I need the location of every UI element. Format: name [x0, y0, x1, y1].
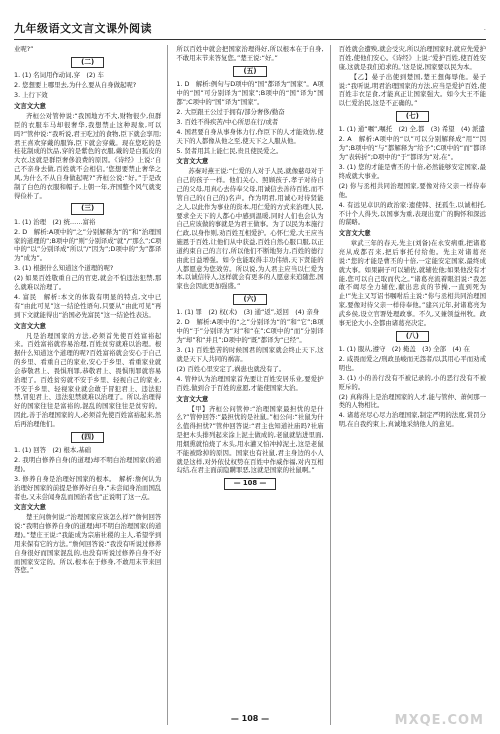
section-label: (二): [71, 57, 104, 68]
section-heading: [14, 57, 161, 68]
subheading: 文言文大意: [176, 394, 209, 403]
answer-item: 4. 诸葛亮尽心尽力治理国家,制定严明的法度,赏罚分明,在自我约束上,真诚地采纳他人的意见。: [338, 411, 486, 429]
column-middle: [176, 45, 330, 725]
answer-item: 1. D 解析:例句与D项中的“国”都译为“国家”。A项中的“国”可分别译为“国家”;B项中的“国”译为“国都”;C项中的“国”译为“国家”。: [176, 80, 324, 106]
answer-item: 3. (1) 百姓愁苦的时候国君的国家就会终止天下,这就是天下人共同的祸害。: [176, 346, 324, 363]
section-label: (八): [396, 331, 429, 342]
section-label: — 108 —: [224, 478, 277, 489]
subheading: 文言文大意: [176, 157, 209, 166]
answer-item: (2) 真称得上是治理国家的人才,能与管仲、萧何那一类的人物相比。: [338, 392, 486, 410]
passage-text: 楚王问詹何说:“治理国家应该怎么样?”詹何回答说:“我明白修养自身(的道理)却不明白治理国家(的道理)。”楚庄王说:“我能成为宗庙社稷的主人,希望学到用来保有它的方法。”詹何回答说:“我没有听说过修养自身很好而国家混乱的,也没有听说过修养自身不好而国家安定的。所以,根本在于修身,不敢用末节来回答您。”: [14, 513, 162, 575]
answer-item: 5. 贤者用其上能仁民,贵且使民爱之。: [176, 146, 283, 155]
subheading: 文言文大意: [14, 102, 46, 111]
subheading: 文言文大意: [14, 321, 46, 330]
section-heading: [14, 432, 161, 443]
answer-item: 1. (1) 治理 (2) 统……富裕: [14, 217, 96, 226]
answer-item: 1. (1) 通“嘱”,嘱托 (2) 全,都 (3) 希望 (4) 派遣: [338, 125, 485, 134]
answer-item: 3. (1) 根据什么知道这个道理的呢?: [14, 264, 114, 273]
section-label: (四): [71, 432, 104, 443]
section-label: (五): [233, 66, 266, 77]
subheading: 文言文大意: [338, 229, 371, 238]
answer-item: 3. 百姓不得疾苦/中心所思在行/或者: [176, 117, 279, 126]
answer-item: 所以百姓中就会把国家治理得好,所以根本在于自身,不敢用末节来答复您。”楚王说:“好。”: [176, 45, 324, 62]
passage-text: 章武三年的春天,先主(刘备)在永安病重,把诸葛亮从成都召来,把后事托付给他。先主对诸葛亮说:“您的才能是曹丕的十倍,一定能安定国家,最终成就大事。如果嗣子可以辅佐,就辅佐他;如果他没有才能,您可以自己取而代之。”诸葛亮流着眼泪说:“我怎敢不竭尽全力辅佐,献出忠贞的节操,一直到死为止!”先主又写诏书嘱咐后主说:“你与丞相共同治理国家,要像对待父亲一样侍奉他。”建兴元年,封诸葛亮为武乡侯,设立官署处理政事。不久,又兼领益州牧。政事无论大小,全都由诸葛亮决定。: [338, 239, 486, 327]
content-columns: [14, 45, 486, 725]
section-label: (七): [396, 111, 429, 122]
passage-text: 凡是治理国家的方法,必须首先使百姓富裕起来。百姓富裕就容易治理,百姓贫穷就难以治理。根据什么知道这个道理的呢?百姓富裕就会安心于自己的乡里、看重自己的家业,安心于乡里、看重家业就会恭敬君上、畏惧刑罪,恭敬君上、畏惧刑罪就容易治理了。百姓贫穷就不安于乡里、轻视自己的家业,不安于乡里、轻视家业就会敢于冒犯君上、违法犯禁,冒犯君上、违法犯禁就难以治理了。所以,治理得好的国家往往是富裕的,混乱的国家往往是贫穷的。因此,善于治理国家的人,必须首先使百姓富裕起来,然后再治理他们。: [14, 331, 162, 428]
section-heading: [339, 331, 486, 342]
answer-item: 2. 大臣跟王公过于拥有/部分奢侈/勤奋: [176, 107, 285, 116]
section-heading: [176, 66, 323, 77]
header-mark: ·: [483, 26, 486, 35]
passage-text: 齐桓公对管仲说:“我国地方不大,财物很少,但群臣的衣服车马却很奢华,我想禁止这种现象,可以吗?”管仲说:“我听说,君王吃过的食物,臣下就会享用;君王喜欢穿戴的服饰,臣下就会穿戴。现在您吃的是桂花制成的饮品,穿的是紫色的衣服,戴的是白狐皮的大衣,这就是群臣奢侈浪费的原因。《诗经》上说:‘自己不亲身去做,百姓就不会相信。’您想要禁止奢华之风,为什么不从自身做起呢?”齐桓公说:“好。”于是改制了白色的衣服和帽子,上朝一年,齐国整个风气就变得俭朴了。: [14, 112, 162, 200]
page-header: [14, 14, 486, 40]
watermark-logo: MXQE.COM: [394, 713, 484, 729]
passage-text: 苏秦对燕王说:“仁爱的人对于人民,就像慈母对于自己的孩子一样。他们关心、照顾孩子,孝子对待自己的父母,用真心去侍奉父母,用诚信去善待百姓,而不管自己的(自己的)名声。作为明君,用诚心对待贤能之人,以此作为事业的资本,用仁爱的方式来治理人民,要求全天下的人都心中感到温暖,同时人们也会认为自己应该做的事就是为君王做事。为了以民为本施行仁政,以身作则,劝百姓互相爱护。心怀仁爱,大王应当施恩于百姓,让他们从中获益,百姓自然心服口服,以正道约束自己的言行,所以他们不断地努力,百姓的德行由此日益增强。如今也能取得丰功伟绩,天下贤能的人都愿意为您效劳。所以说,为人君主应当以仁爱为本,以诚信待人,这样就会有更多的人愿意来追随您,国家也会因此更加强盛。”: [176, 167, 324, 291]
answer-item: 百姓就会遭殃,就会受灾,所以治理国家时,就应先爱护百姓,使他们安心。《诗经》上说:‘爱护百姓,使百姓安康,这就是我们追求的。’这是说,国家要以民为本。: [338, 45, 486, 71]
answer-item: 3. (1) 您的才能是曹丕的十倍,必然能够安定国家,最终成就大事业。: [338, 163, 486, 180]
answer-item: 1. (1) 回答 (2) 根本,基础: [14, 446, 92, 455]
answer-item: 3. 修养自身是治理好国家的根本。 解析:詹何认为治理好国家的前提是修养好自身,“未尝闻身治而国乱者也,又未尝闻身乱而国治者也”正说明了这一点。: [14, 474, 162, 501]
section-heading: [14, 203, 161, 214]
answer-item: 3. (1) 小的善行没有不被记录的,小的恶行没有不被贬斥的。: [338, 373, 486, 391]
answer-item: 2. D 解析:A项中的“之”分别解释为“的”和“治理国家的道理的”;B项中的“则”分别译成“就”/“那么”;C项中的“以”分别译成“所以”/“因为”;D项中的“为”都译为“成为”。: [14, 227, 162, 263]
page-number: — 108 —: [230, 713, 270, 723]
answer-item: 3. 上行下效: [14, 91, 48, 100]
column-right: [339, 45, 486, 725]
answer-item: 2. 您想要上哪里去,为什么要从自身做起呢?: [14, 81, 137, 90]
section-heading: [176, 294, 323, 305]
passage-text: 【乙】晏子出使到楚国,楚王想侮辱他。晏子说:“我听说,明君治理国家的方法,应当是爱护百姓,使百姓丰衣足食,才能真正让国家强大。如今大王不能以仁爱治民,这是不正确的。”: [338, 72, 486, 108]
section-label: (三): [71, 203, 104, 214]
answer-item: (2) 如果百姓敬重自己的官吏,就会不怕违法犯禁,那么就难以治理了。: [14, 274, 162, 292]
answer-item: 4. 国君要自身从事身体力行,作臣下的人才能效仿,使天下的人都像从他之至,使天下之人服从他。: [176, 127, 324, 145]
answer-item: 2. D 解析:A项中的“之”分别译为“的”和“它”;B项中的“于”分别译为“对”和“在”;C项中的“而”分别译为“却”和“并且”;D项中的“既”都译为“已经”。: [176, 318, 324, 345]
column-left: [14, 45, 168, 725]
answer-item: 1. (1) 罪 (2) 权(术) (3) 通“返”,返回 (4) 亲身: [176, 308, 320, 317]
answer-item: 4. 有远见卓识的政治家:遗使韩、抚孤生,以诚相托,不计个人得失,以国事为重,表现出宽广的胸怀和深远的谋略。: [338, 200, 486, 227]
answer-item: 业呢?”: [14, 45, 34, 53]
answer-item: (2) 你与丞相共同治理国家,要像对待父亲一样侍奉他。: [338, 181, 486, 199]
answer-item: 1. (1) 名词用作动词,穿 (2) 车: [14, 71, 104, 80]
section-heading: [339, 111, 486, 122]
subheading: 文言文大意: [14, 503, 46, 512]
section-label: (六): [233, 294, 266, 305]
book-title: 九年级语文文言文课外阅读: [14, 21, 152, 35]
section-heading: [176, 478, 323, 489]
answer-item: 2. A 解析:A项中的“以”可以分别解释成“用”“因为”;B项中的“与”都解释为“给予”;C项中的“而”都译为“表转折”;D项中的“于”都译为“对,在”。: [338, 135, 486, 162]
answer-item: 2. 我明白修养自身(的道理)却不明白治理国家(的道理)。: [14, 456, 162, 473]
answer-item: 4. 管仲认为治理国家首先要让百姓安居乐业,要爱护百姓,做到合于百姓的意愿,才能使国家大治。: [176, 374, 324, 392]
answer-item: (2) 百姓心里安定了,祸患也就没有了。: [176, 364, 286, 373]
passage-text: 【甲】齐桓公问管仲:“治理国家最担忧的是什么?”管仲回答:“最担忧的是社鼠。”桓公问:“社鼠为什么值得担忧?”管仲回答说:“君主也知道社庙吗?社庙是把木头排列起来涂上泥土做成的,老鼠就钻进里面,用烟熏就怕烧了木头,用水灌又怕冲掉泥土,这是老鼠不能被除掉的原因。国家也有社鼠,君主身边的小人就是这样,对外依仗权势在百姓中作威作福,对内互相勾结,在君主面前隐瞒罪恶,这就是国家的社鼠啊。”: [176, 404, 324, 475]
answer-item: 2. 咸畏而爱之/刑政虽峻而无怨者/以其用心平而劝戒明也。: [338, 354, 486, 372]
answer-item: 1. (1) 服从,遵守 (2) 掩盖 (3) 全部 (4) 在: [338, 344, 470, 353]
answer-item: 4. 富民 解析:本文的体裁有明显的特点,文中已有“由此可见”这一结论性语句,只要从“由此可见”再到下文就能得出“治国必先富民”这一结论性表达。: [14, 293, 162, 319]
